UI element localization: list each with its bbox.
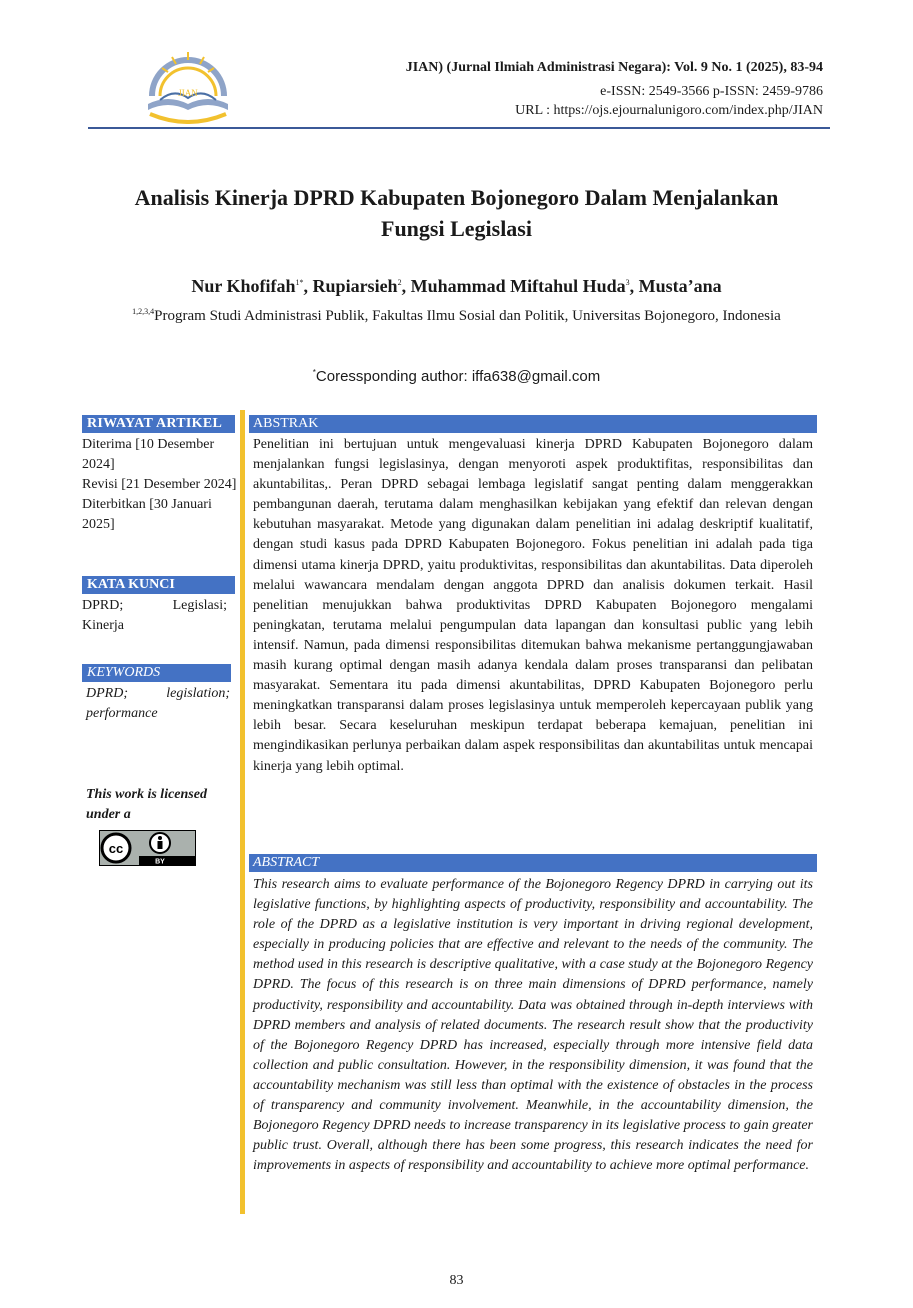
abstrak-body: Penelitian ini bertujuan untuk mengevaluasi kinerja DPRD Kabupaten Bojonegoro dalam menjalankan fungsi legislasinya, dengan menyoroti aspek produktifitas, responsibilitas dan akuntabilitas,. Peran DPRD sebagai lembaga legislatif sangat penting dalam menggerakkan pembangunan daerah, terutama dalam menghasilkan kebijakan yang efektif dan relevan dengan kebutuhan masyarakat. Metode yang digunakan dalam penelitian ini adalag deskriptif kualitatif, dengan studi kasus pada DPRD Kabupaten Bojonegoro. Fokus penelitian ini adalah pada tiga dimensi utama kinerja DPRD, yaitu produktivitas, responsibilitas dan akuntabilitas. Data diperoleh melalui wawancara mendalam dengan anggota DPRD dan analisis dokumen terkait. Hasil penelitian menujukkan bahwa produktivitas DPRD Kabupaten Bojonegoro mengalami peningkatan, terutama melalui pengumpulan data lapangan dan konsultasi public yang lebih intensif. Namun, pada dimensi responsibilitas ditemukan bahwa mekanisme pertanggungjawaban masih kurang optimal dengan masih adanya kendala dalam proses transparansi dan pelibatan masyarakat. Sementara itu pada dimensi akuntabilitas, DPRD Kabupaten Bojonegoro perlu meningkatkan transparansi dalam proses legislasinya untuk memperoleh kepercayaan publik yang lebih besar. Secara keseluruhan meskipun terdapat beberapa kemajuan, penelitian ini mengindikasikan perlunya perbaikan dalam aspek responsibilitas dan akuntabilitas untuk mencapai kinerja yang lebih optimal. <box>253 437 813 774</box>
creative-commons-icon <box>99 830 196 866</box>
kata-kunci-item: Kinerja <box>82 618 124 633</box>
keyword-item: legislation; <box>166 686 230 701</box>
yellow-vertical-rule <box>240 410 245 1214</box>
keyword-item: DPRD; <box>86 686 128 701</box>
riwayat-item-revisi: Revisi [21 Desember 2024] <box>82 477 237 492</box>
keywords-heading: KEYWORDS <box>82 664 231 682</box>
author-name: Nur Khofifah <box>191 276 296 296</box>
cc-by-license-badge[interactable] <box>99 830 196 866</box>
riwayat-artikel-heading: RIWAYAT ARTIKEL <box>82 415 235 433</box>
kata-kunci-list <box>82 596 227 636</box>
author-sup: 1* <box>295 278 304 287</box>
author-sup: 2 <box>397 278 402 287</box>
keyword-item: performance <box>86 706 158 721</box>
corresponding-author <box>60 368 853 385</box>
author-sup: 3 <box>625 278 630 287</box>
affiliation-sup: 1,2,3,4 <box>132 307 155 316</box>
license-badge-label: BY <box>155 858 165 866</box>
riwayat-item-diterbitkan: Diterbitkan [30 Januari 2025] <box>82 497 212 532</box>
open-book-logo-icon <box>138 38 238 124</box>
riwayat-artikel-list <box>82 435 240 535</box>
abstract-body: This research aims to evaluate performance of the Bojonegoro Regency DPRD in carrying out its legislative functions, by highlighting aspects of productivity, responsibility and accountability. The role of the DPRD as a legislative institution is very important in driving regional development, especially in producing policies that are effective and relevant to the needs of the community. The method used in this research is descriptive qualitative, with a case study at the Bojonegoro Regency DPRD. The focus of this research is on three main dimensions of DPRD performance, namely productivity, responsibility and accountability. Data was obtained through in-depth interviews with DPRD members and analysis of related documents. The research result show that the productivity of the Bojonegoro Regency DPRD has increased, especially through more intensive field data collection and public consultation. However, in the responsibility dimension, it was found that the accountability mechanism was still less than optimal with the existence of obstacles in the process of transparency and community involvement. Meanwhile, in the accountability dimension, the Bojonegoro Regency DPRD needs to increase transparency in its legislative process to gain greater public trust. Overall, although there has been some progress, this research indicates the need for improvements in aspects of responsibility and accountability to achieve more optimal performance. <box>253 877 813 1174</box>
author-name: Muhammad Miftahul Huda <box>410 276 626 296</box>
issn-line: e-ISSN: 2549-3566 p-ISSN: 2459-9786 <box>600 84 823 99</box>
riwayat-item-diterima: Diterima [10 Desember 2024] <box>82 437 215 472</box>
logo-text: JIAN <box>178 88 198 98</box>
journal-citation: JIAN) (Jurnal Ilmiah Administrasi Negara): Vol. 9 No. 1 (2025), 83-94 <box>405 60 823 75</box>
title-line-1: Analisis Kinerja DPRD Kabupaten Bojonegoro Dalam Menjalankan <box>134 185 779 210</box>
corresponding-text: Coressponding author: iffa638@gmail.com <box>315 368 601 385</box>
kata-kunci-item: Legislasi; <box>172 598 227 613</box>
author-list: Nur Khofifah$^{1*}$, Rupiarsieh$^2$, Muhammad Miftahul Huda$^3$, Musta’ana <box>191 276 722 296</box>
page-number: 83 <box>449 1273 464 1288</box>
corresponding-sup: * <box>312 368 316 377</box>
header-divider <box>88 127 830 129</box>
abstract-heading: ABSTRACT <box>249 854 817 872</box>
author-name: Musta’ana <box>638 276 722 296</box>
abstrak-heading: ABSTRAK <box>249 415 817 433</box>
journal-url[interactable]: URL : https://ojs.ejournalunigoro.com/index.php/JIAN <box>515 103 823 118</box>
affiliation <box>100 301 813 327</box>
license-statement: This work is licensed under a <box>86 787 207 822</box>
author-name: Rupiarsieh <box>312 276 398 296</box>
kata-kunci-heading: KATA KUNCI <box>82 576 235 594</box>
keywords-list <box>86 684 230 724</box>
svg-text:cc: cc <box>108 841 124 856</box>
kata-kunci-item: DPRD; <box>82 598 124 613</box>
title-line-2: Fungsi Legislasi <box>381 216 532 241</box>
journal-logo <box>138 38 238 124</box>
affiliation-text: Program Studi Administrasi Publik, Fakultas Ilmu Sosial dan Politik, Universitas Bojonegoro, Indonesia <box>154 308 781 324</box>
article-title <box>60 182 853 244</box>
